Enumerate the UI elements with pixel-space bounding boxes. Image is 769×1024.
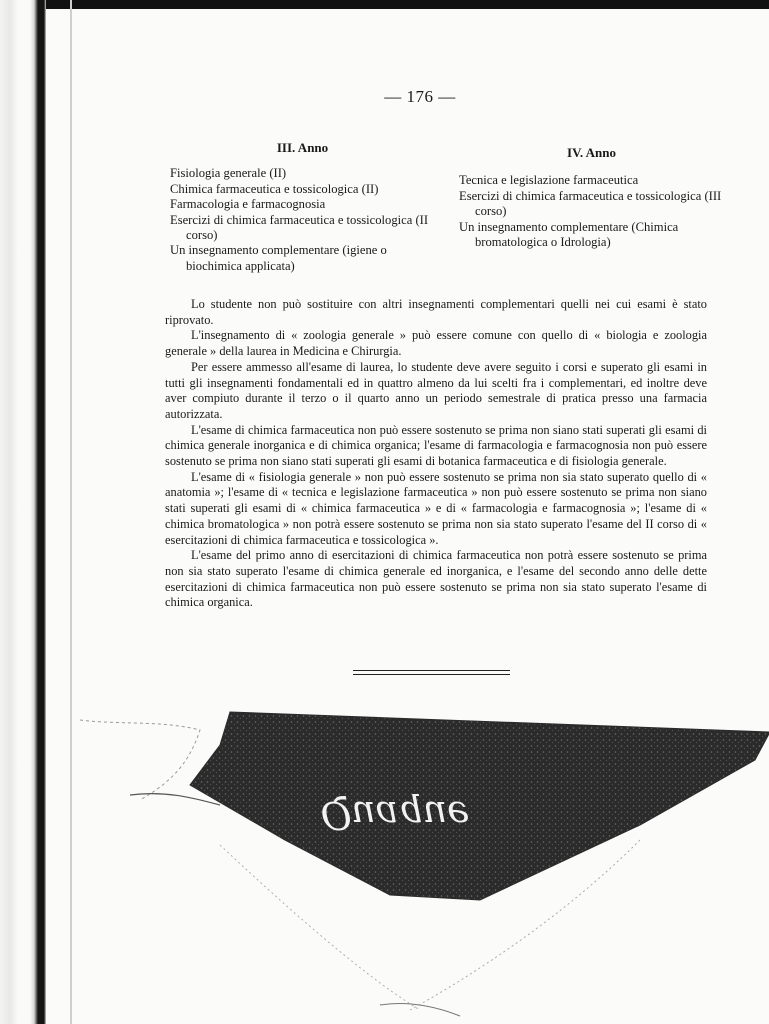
paragraph: Per essere ammesso all'esame di laurea, lo studente deve avere seguito i corsi e superato gli esami in tutti gli insegnamenti fondamentali ed in quattro almeno da lui scelti fra i complementari, ed inoltre deve aver compiuto durante il terzo o il quarto anno un periodo semestrale di pratica presso una farmacia autorizzata. [165, 359, 707, 421]
stamp-script-text: Quaque [320, 793, 470, 837]
end-rule-top [353, 670, 510, 671]
course-item: Tecnica e legislazione farmaceutica [459, 173, 639, 188]
paragraph: Lo studente non può sostituire con altri insegnamenti complementari quelli nei cui esami è stato riprovato. [165, 297, 707, 327]
page-number: — 176 — [384, 87, 456, 106]
paragraph: L'esame del primo anno di esercitazioni di chimica farmaceutica non potrà essere sostenuto se prima non sia stato superato l'esame di chimica generale ed inorganica, e l'esame del secondo anno delle dette esercitazioni di chimica farmaceutica non può essere sostenuto se prima non sia stato superato l'esame di chimica organica. [165, 548, 707, 610]
course-item: Esercizi di chimica farmaceutica e tossicologica (II corso) [170, 212, 429, 243]
course-item: Farmacologia e farmacognosia [170, 197, 326, 212]
course-item: Un insegnamento complementare (igiene o biochimica applicata) [170, 243, 387, 273]
book-binding-edge [0, 0, 46, 1024]
course-item: Fisiologia generale (II) [170, 166, 287, 181]
paragraph: L'esame di « fisiologia generale » non può essere sostenuto se prima non sia stato superato quello di « anatomia »; l'esame di « tecnica e legislazione farmaceutica » non può essere sostenuto se prima non siano stati superati gli esami di « chimica farmaceutica » e di « farmacologia e farmacognosia »; l'esame di « chimica bromatologica » non potrà essere sostenuto se prima non sia stato superato l'esame del II corso di « esercitazioni di chimica farmaceutica e tossicologica ». [165, 469, 707, 547]
bleed-through-stamp [80, 690, 769, 1024]
scan-top-edge [0, 0, 769, 9]
binding-shadow-line [70, 0, 72, 1024]
year-four-column [459, 145, 724, 250]
paragraph: L'insegnamento di « zoologia generale » può essere comune con quello di « biologia e zoologia generale » della laurea in Medicina e Chirurgia. [165, 328, 707, 359]
stamp-shape-icon [80, 690, 769, 1024]
year-four-heading: IV. Anno [567, 145, 616, 160]
course-item: Esercizi di chimica farmaceutica e tossicologica (III corso) [459, 188, 722, 219]
year-three-column [170, 140, 435, 274]
year-three-heading: III. Anno [276, 140, 329, 155]
paragraph: L'esame di chimica farmaceutica non può essere sostenuto se prima non siano stati superati gli esami di chimica generale inorganica e di chimica organica; l'esame di farmacologia e farmacognosia non può essere sostenuto se prima non siano stati superati gli esami di botanica farmaceutica e di fisiologia generale. [165, 422, 707, 469]
course-item: Chimica farmaceutica e tossicologica (II) [170, 181, 379, 196]
end-rule-bottom [353, 674, 510, 675]
course-item: Un insegnamento complementare (Chimica bromatologica o Idrologia) [459, 219, 679, 250]
regulations-text [165, 297, 707, 611]
